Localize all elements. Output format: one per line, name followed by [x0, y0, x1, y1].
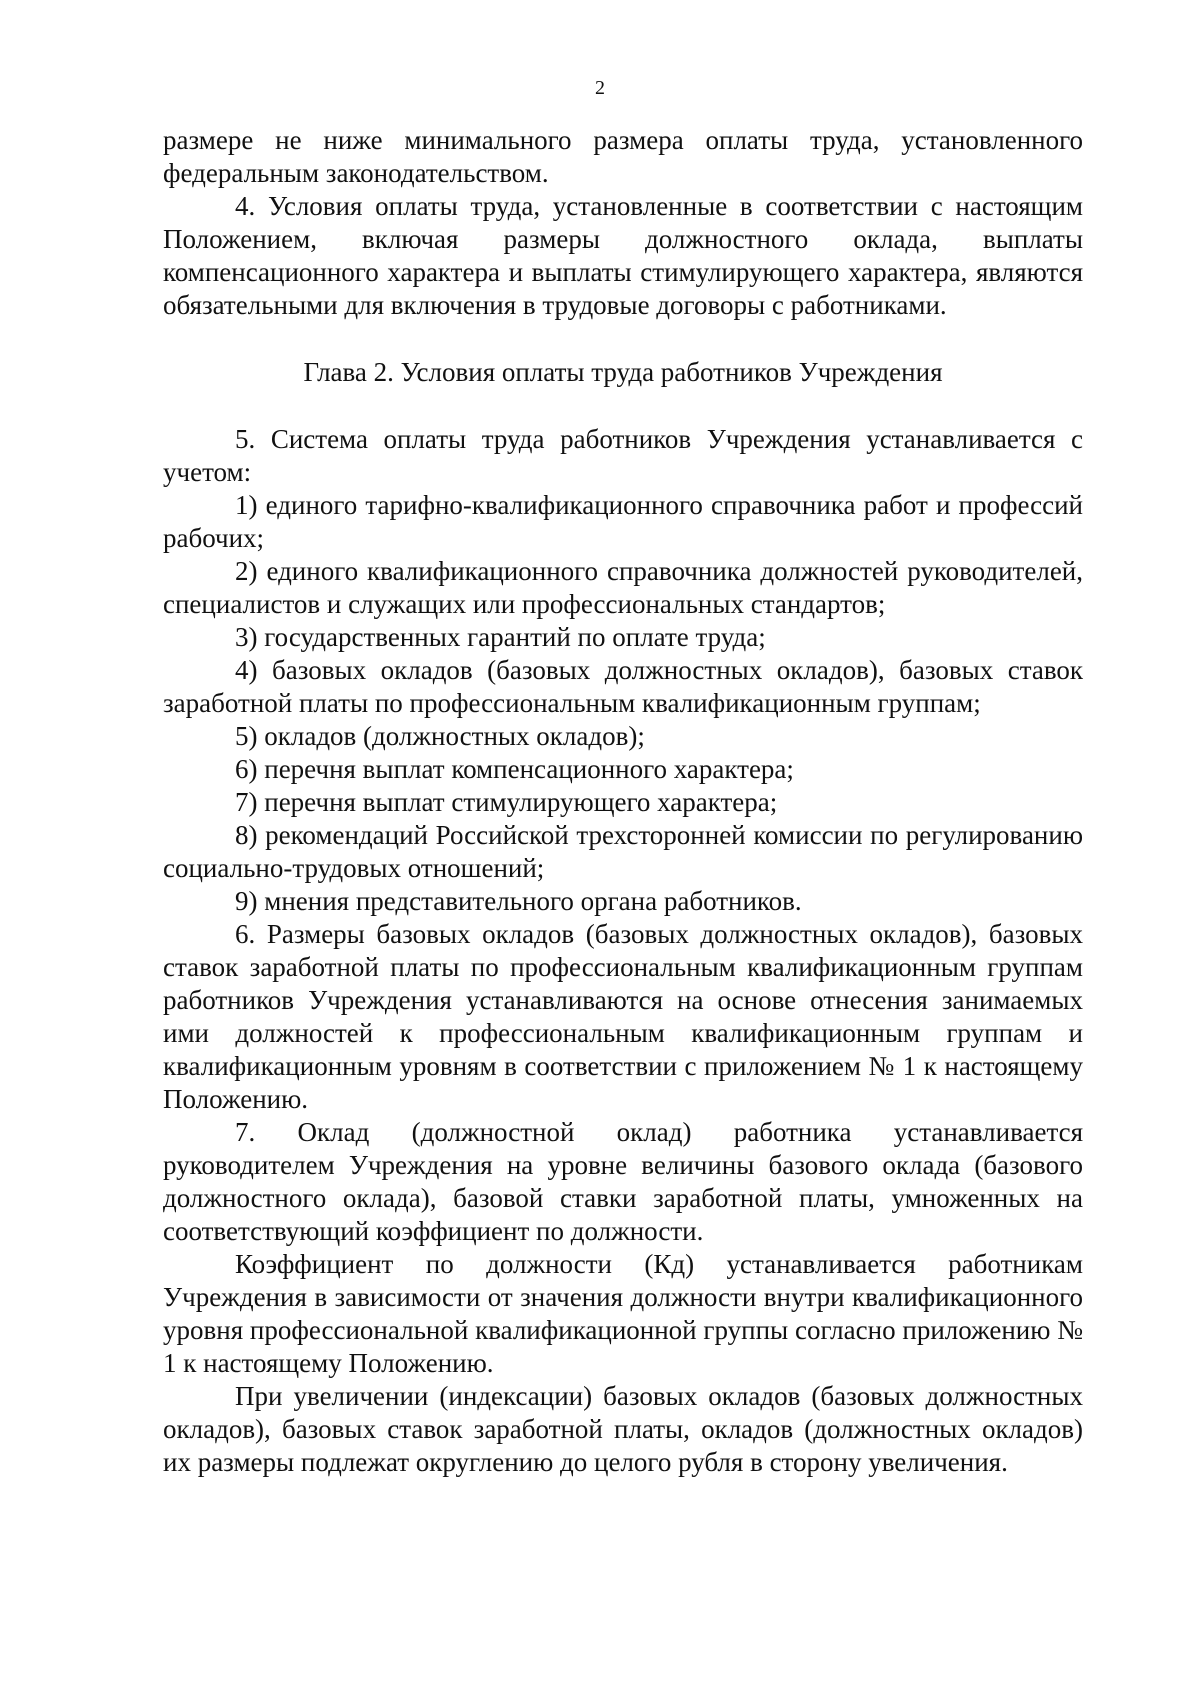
paragraph-item-6: 6. Размеры базовых окладов (базовых должностных окладов), базовых ставок заработной платы по профессиональным квалификационным группам работников Учреждения устанавливаются на основе отнесения занимаемых ими должностей к профессиональным квалификационным группам и квалификационным уровням в соответствии с приложением № 1 к настоящему Положению.: [163, 919, 1083, 1114]
paragraph-continuation: размере не ниже минимального размера оплаты труда, установленного федеральным законодательством.: [163, 125, 1083, 188]
list-item: 7) перечня выплат стимулирующего характера;: [235, 787, 778, 817]
list-item: 2) единого квалификационного справочника должностей руководителей, специалистов и служащих или профессиональных стандартов;: [163, 556, 1083, 619]
list-item: 8) рекомендаций Российской трехсторонней комиссии по регулированию социально-трудовых отношений;: [163, 820, 1083, 883]
list-item: 5) окладов (должностных окладов);: [235, 721, 645, 751]
list-item: 6) перечня выплат компенсационного характера;: [235, 754, 794, 784]
paragraph-item-4: 4. Условия оплаты труда, установленные в соответствии с настоящим Положением, включая размеры должностного оклада, выплаты компенсационного характера и выплаты стимулирующего характера, являются обязательными для включения в трудовые договоры с работниками.: [163, 191, 1083, 320]
list-item: 9) мнения представительного органа работников.: [235, 886, 802, 916]
list-item: 4) базовых окладов (базовых должностных окладов), базовых ставок заработной платы по профессиональным квалификационным группам;: [163, 655, 1083, 718]
page-number: 2: [595, 77, 605, 99]
paragraph-item-7: 7. Оклад (должностной оклад) работника устанавливается руководителем Учреждения на уровне величины базового оклада (базового должностного оклада), базовой ставки заработной платы, умноженных на соответствующий коэффициент по должности.: [163, 1117, 1083, 1246]
chapter-heading: Глава 2. Условия оплаты труда работников Учреждения: [303, 357, 943, 387]
list-item: 3) государственных гарантий по оплате труда;: [235, 622, 766, 652]
list-item: 1) единого тарифно-квалификационного справочника работ и профессий рабочих;: [163, 490, 1083, 553]
document-body: [163, 124, 1083, 1479]
paragraph-item-5: 5. Система оплаты труда работников Учреждения устанавливается с учетом:: [163, 424, 1083, 487]
paragraph-coefficient: Коэффициент по должности (Кд) устанавливается работникам Учреждения в зависимости от значения должности внутри квалификационного уровня профессиональной квалификационной группы согласно приложению № 1 к настоящему Положению.: [163, 1249, 1083, 1378]
paragraph-indexation: При увеличении (индексации) базовых окладов (базовых должностных окладов), базовых ставок заработной платы, окладов (должностных окладов) их размеры подлежат округлению до целого рубля в сторону увеличения.: [163, 1381, 1083, 1477]
